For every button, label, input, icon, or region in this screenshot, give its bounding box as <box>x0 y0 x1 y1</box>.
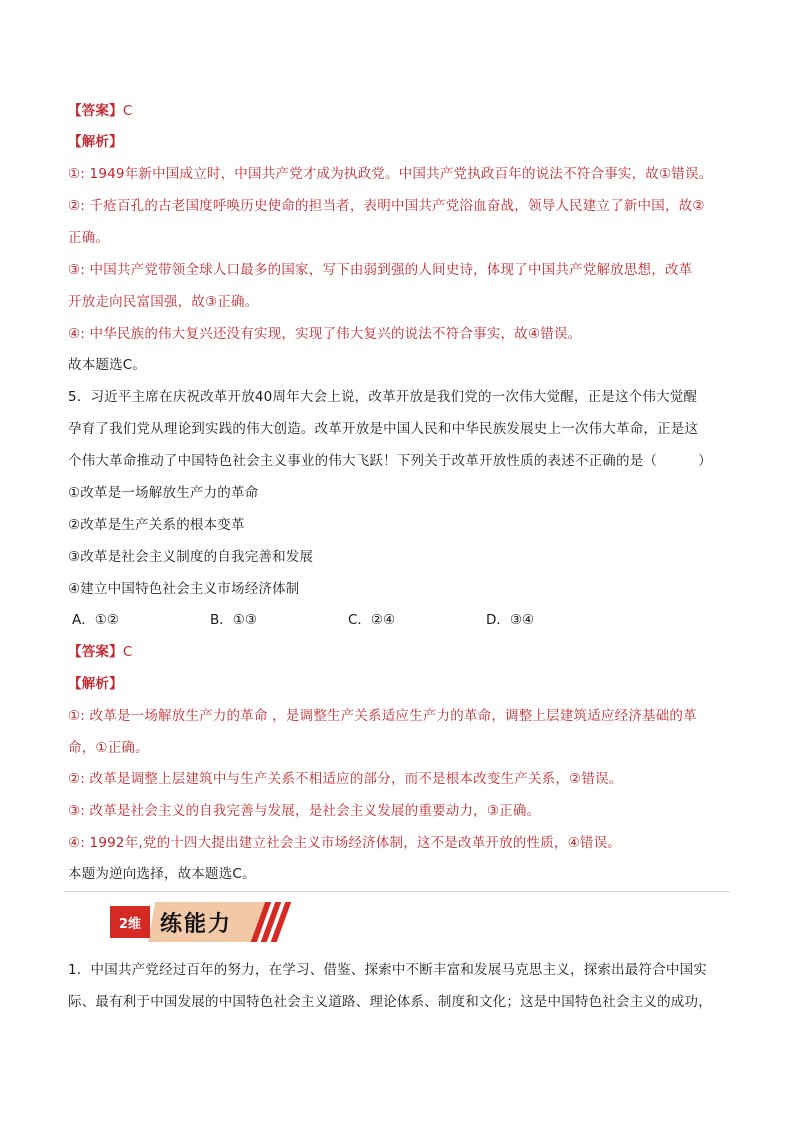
q5-stem-line-1: 5．习近平主席在庆祝改革开放40周年大会上说，改革开放是我们党的一次伟大觉醒，正是这个伟大觉醒 <box>68 389 698 405</box>
answer-value: C <box>122 644 133 660</box>
q5-analysis-point-4: ④: 1992年,党的十四大提出建立社会主义市场经济体制，这不是改革开放的性质，④错误。 <box>68 835 621 851</box>
q4-analysis-point-1: ①: 1949年新中国成立时，中国共产党才成为执政党。中国共产党执政百年的说法不符合事实，故①错误。 <box>68 166 713 182</box>
q5-item-2: ②改革是生产关系的根本变革 <box>68 517 245 533</box>
q4-analysis-point-2b: 正确。 <box>68 230 110 246</box>
q5-stem-line-2: 孕育了我们党从理论到实践的伟大创造。改革开放是中国人民和中华民族发展史上一次伟大革命，正是这 <box>68 421 699 437</box>
q5-analysis-label: 【解析】 <box>68 676 123 692</box>
q5-answer <box>68 642 734 662</box>
q5-item-4: ④建立中国特色社会主义市场经济体制 <box>68 581 300 597</box>
q5-option-a: A．①② <box>72 612 119 628</box>
q4-analysis-point-3b: 开放走向民富国强，故③正确。 <box>68 294 259 310</box>
q5-analysis-point-1b: 命，①正确。 <box>68 740 149 756</box>
q5-option-b: B．①③ <box>210 612 257 628</box>
answer-label: 【答案】 <box>68 644 123 660</box>
practice-q1-line-1: 1．中国共产党经过百年的努力，在学习、借鉴、探索中不断丰富和发展马克思主义，探索出最符合中国实 <box>68 962 707 978</box>
q4-answer <box>68 101 734 121</box>
banner-title: 练能力 <box>160 912 233 937</box>
section-divider <box>64 891 730 892</box>
q4-analysis-label: 【解析】 <box>68 134 123 150</box>
q5-analysis-point-2: ②: 改革是调整上层建筑中与生产关系不相适应的部分，而不是根本改变生产关系，②错误。 <box>68 771 623 787</box>
q5-analysis-point-3: ③: 改革是社会主义的自我完善与发展，是社会主义发展的重要动力，③正确。 <box>68 803 541 819</box>
q5-item-1: ①改革是一场解放生产力的革命 <box>68 485 259 501</box>
q4-conclusion: 故本题选C。 <box>68 357 147 373</box>
q4-analysis-point-4: ④: 中华民族的伟大复兴还没有实现，实现了伟大复兴的说法不符合事实，故④错误。 <box>68 326 582 342</box>
banner-number: 2维 <box>118 917 142 932</box>
q4-analysis-point-3a: ③: 中国共产党带领全球人口最多的国家，写下由弱到强的人间史诗，体现了中国共产党解放思想，改革 <box>68 262 693 278</box>
answer-value: C <box>122 103 133 119</box>
q5-item-3: ③改革是社会主义制度的自我完善和发展 <box>68 549 314 565</box>
q5-option-d: D．③④ <box>486 612 535 628</box>
q5-option-c: C．②④ <box>348 612 396 628</box>
section-banner <box>110 902 282 942</box>
practice-q1-line-2: 际、最有利于中国发展的中国特色社会主义道路、理论体系、制度和文化；这是中国特色社会主义的成功， <box>68 994 712 1010</box>
answer-label: 【答案】 <box>68 103 123 119</box>
q5-stem-line-3: 个伟大革命推动了中国特色社会主义事业的伟大飞跃！下列关于改革开放性质的表述不正确的是（ ） <box>68 453 712 469</box>
q5-analysis-point-1a: ①: 改革是一场解放生产力的革命 ，是调整生产关系适应生产力的革命，调整上层建筑适应经济基础的革 <box>68 708 697 724</box>
q5-conclusion: 本题为逆向选择，故本题选C。 <box>68 866 256 882</box>
q4-analysis-point-2a: ②: 千疮百孔的古老国度呼唤历史使命的担当者，表明中国共产党浴血奋战，领导人民建立了新中国，故② <box>68 198 705 214</box>
